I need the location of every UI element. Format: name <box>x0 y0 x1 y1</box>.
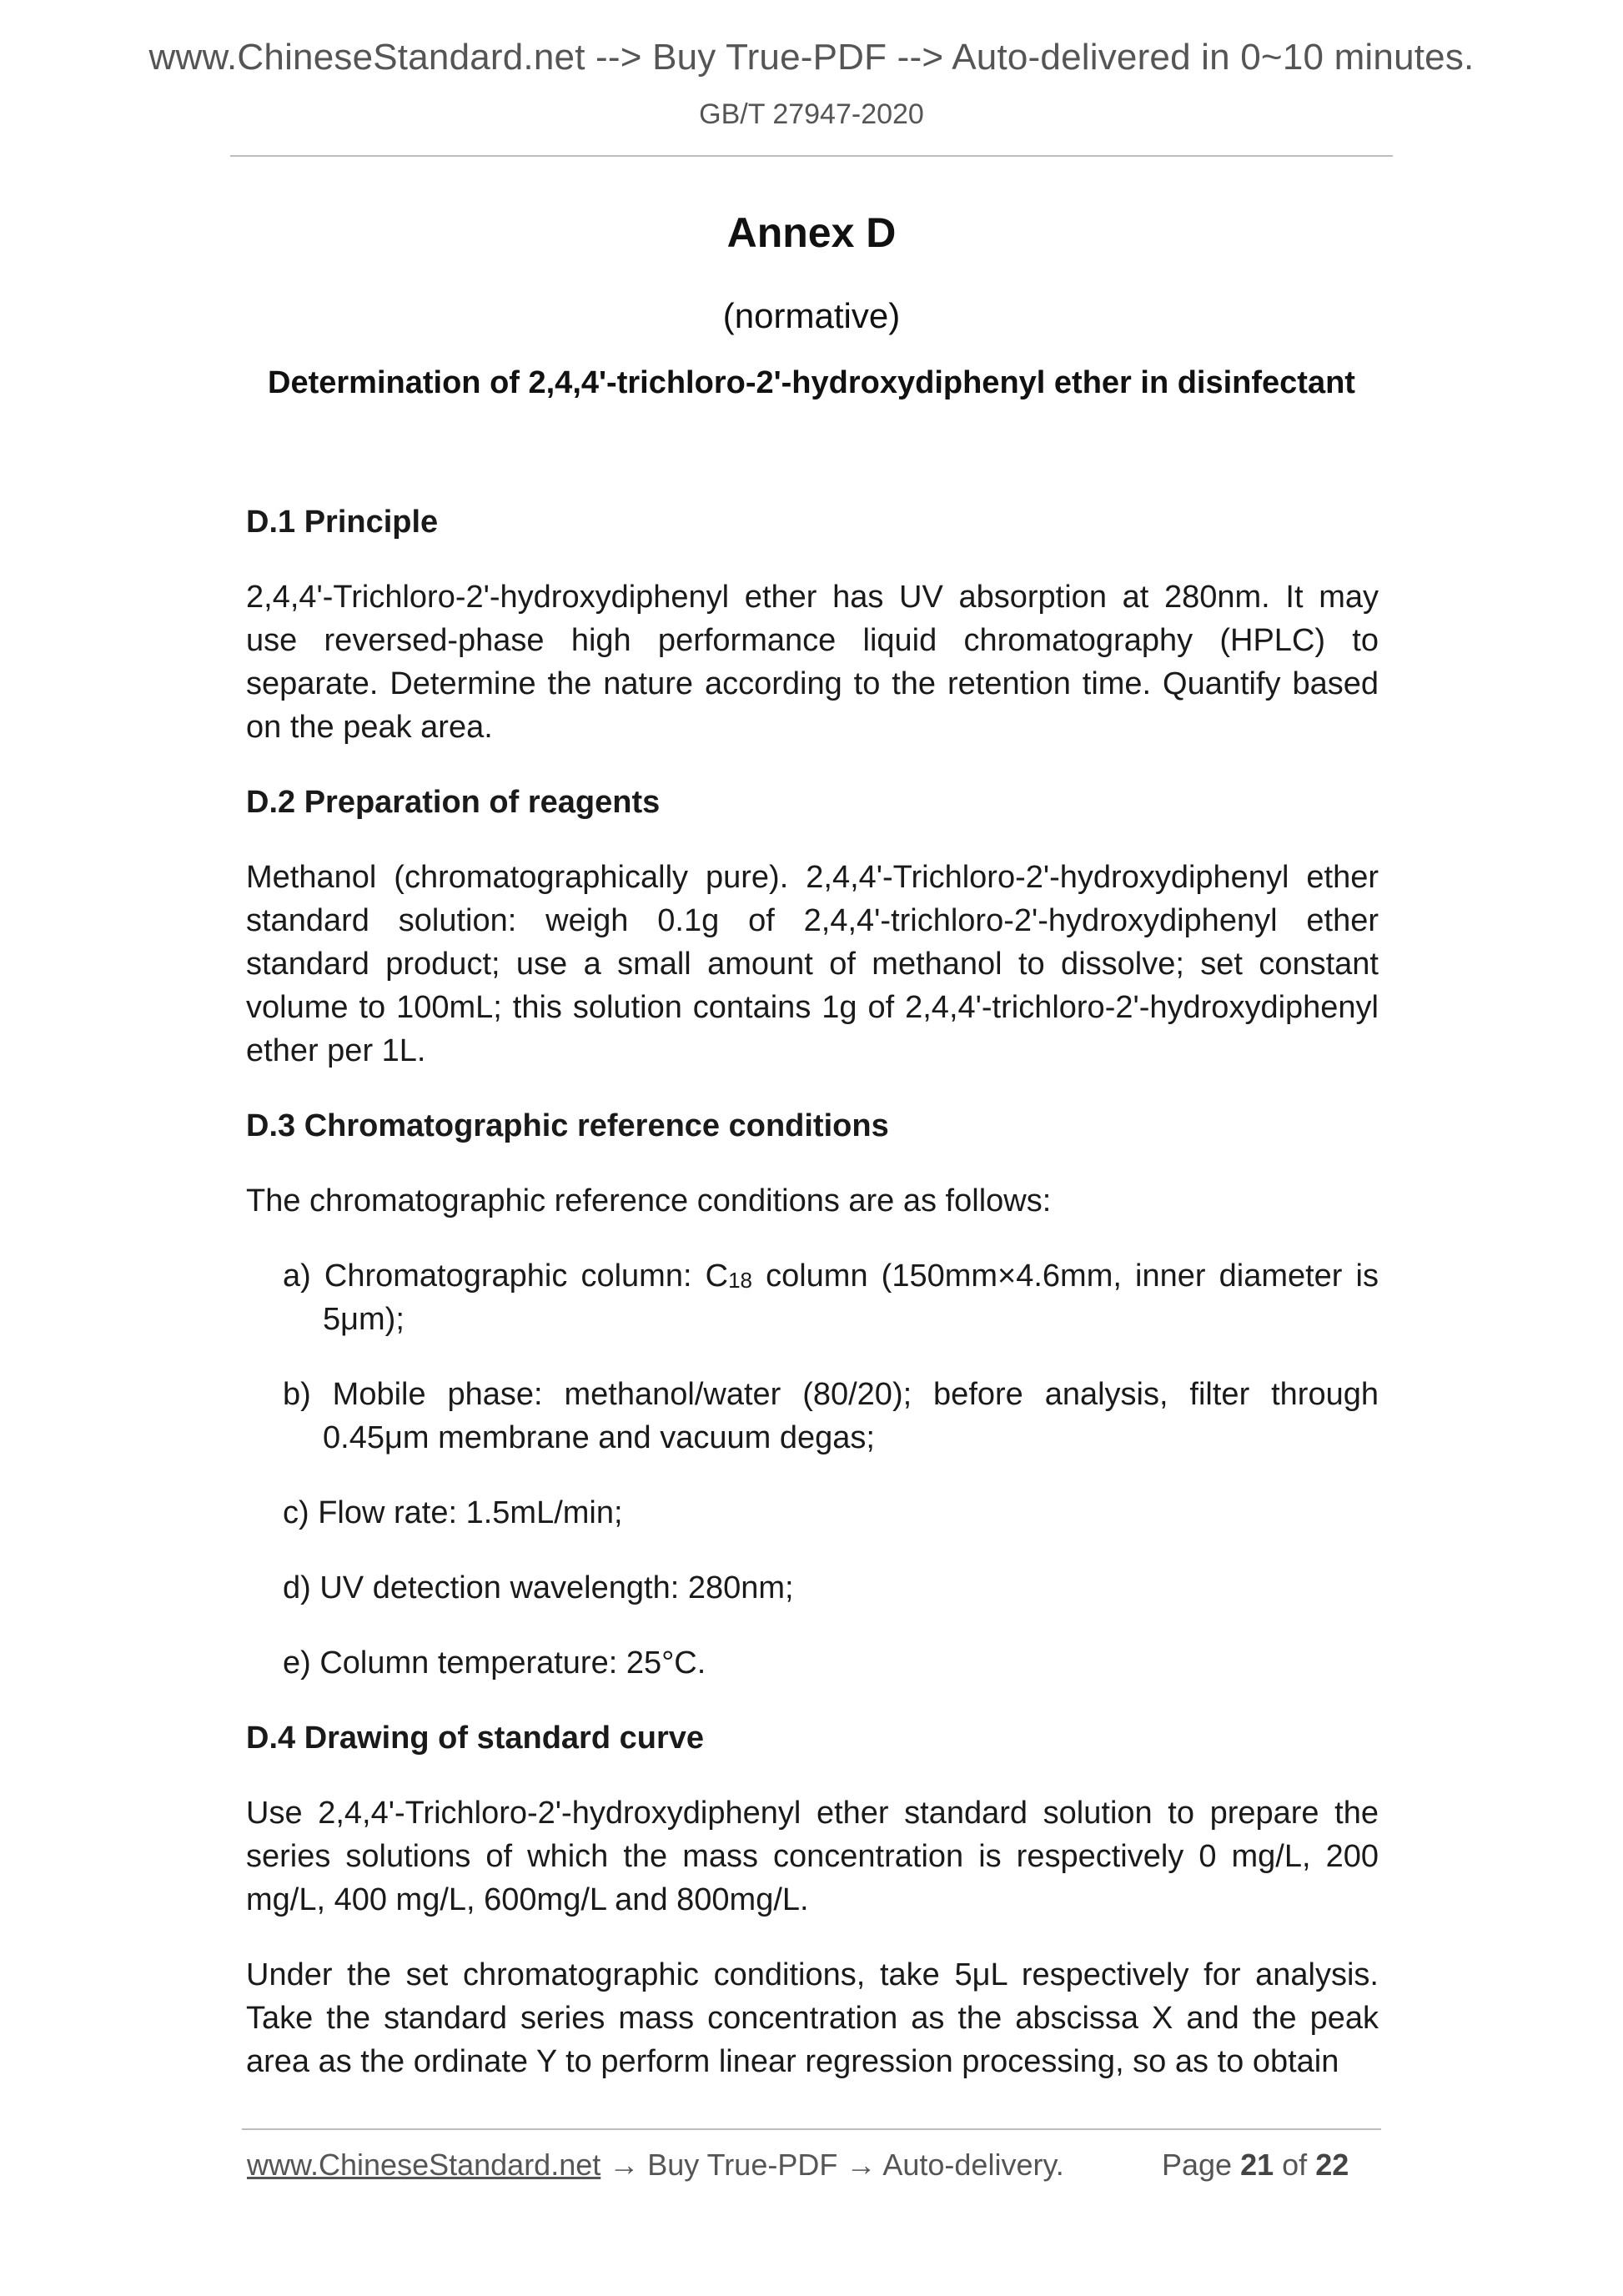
header-divider <box>230 155 1393 157</box>
list-item-column-label: a) Chromatographic column: C <box>283 1259 729 1294</box>
standard-number: GB/T 27947-2020 <box>699 98 924 130</box>
page-current: 21 <box>1240 2148 1274 2182</box>
page-of: of <box>1282 2148 1308 2182</box>
section-heading-d2: D.2 Preparation of reagents <box>246 785 661 820</box>
footer-buy-text: Buy True-PDF <box>647 2148 838 2182</box>
list-item-temperature: e) Column temperature: 25°C. <box>283 1645 706 1681</box>
section-body-d2: Methanol (chromatographically pure). 2,4,4'-Trichloro-2'-hydroxydiphenyl ether standard solution: weigh 0.1g of 2,4,4'-trichloro-2'-hydroxydiphenyl ether standard product; use a small amount of methanol to dissolve; set constant volume to 100mL; this solution contains 1g of 2,4,4'-trichloro-2'-hydroxydiphenyl ether per 1L. <box>246 860 1379 1068</box>
section-body-d4-1: Use 2,4,4'-Trichloro-2'-hydroxydiphenyl ether standard solution to prepare the series solutions of which the mass concentration is respectively 0 mg/L, 200 mg/L, 400 mg/L, 600mg/L and 800mg/L. <box>246 1796 1379 1917</box>
list-item-mobile-phase: b) Mobile phase: methanol/water (80/20); before analysis, filter through 0.45μm membrane and vacuum degas; <box>283 1377 1379 1455</box>
list-item-column-detail: column (150mm×4.6mm, inner diameter is 5μm); <box>323 1259 1379 1337</box>
section-body-d1: 2,4,4'-Trichloro-2'-hydroxydiphenyl ether has UV absorption at 280nm. It may use reversed-phase high performance liquid chromatography (HPLC) to separate. Determine the nature according to the retention time. Quantify based on the peak area. <box>246 580 1379 745</box>
footer-auto-text: Auto-delivery. <box>882 2148 1064 2182</box>
footer-divider <box>242 2128 1381 2130</box>
footer-arrow-2: → <box>837 2148 883 2182</box>
section-heading-d3: D.3 Chromatographic reference conditions <box>246 1108 889 1143</box>
site-banner: www.ChineseStandard.net --> Buy True-PDF --> Auto-delivered in 0~10 minutes. <box>148 37 1475 78</box>
footer-links <box>247 2148 1064 2183</box>
annex-subject: Determination of 2,4,4'-trichloro-2'-hydroxydiphenyl ether in disinfectant <box>268 365 1355 400</box>
section-heading-d1: D.1 Principle <box>246 505 439 540</box>
page-total: 22 <box>1315 2148 1349 2182</box>
section-body-d4-2: Under the set chromatographic conditions, take 5μL respectively for analysis. Take the standard series mass concentration as the abscissa X and the peak area as the ordinate Y to perform linear regression processing, so as to obtain <box>246 1957 1379 2079</box>
section-heading-d4: D.4 Drawing of standard curve <box>246 1721 705 1756</box>
document-body <box>246 500 1379 2083</box>
footer-arrow-1: → <box>600 2148 648 2182</box>
column-subscript: 18 <box>728 1268 752 1293</box>
page-label: Page <box>1162 2148 1233 2182</box>
annex-type: (normative) <box>722 296 901 335</box>
list-item-column <box>283 1254 1379 1341</box>
annex-title: Annex D <box>726 209 897 256</box>
section-intro-d3: The chromatographic reference conditions are as follows: <box>246 1183 1052 1218</box>
footer-site-link[interactable]: www.ChineseStandard.net <box>247 2148 601 2182</box>
list-item-wavelength: d) UV detection wavelength: 280nm; <box>283 1570 794 1605</box>
list-item-flow-rate: c) Flow rate: 1.5mL/min; <box>283 1495 623 1530</box>
page-number <box>1162 2148 1349 2183</box>
